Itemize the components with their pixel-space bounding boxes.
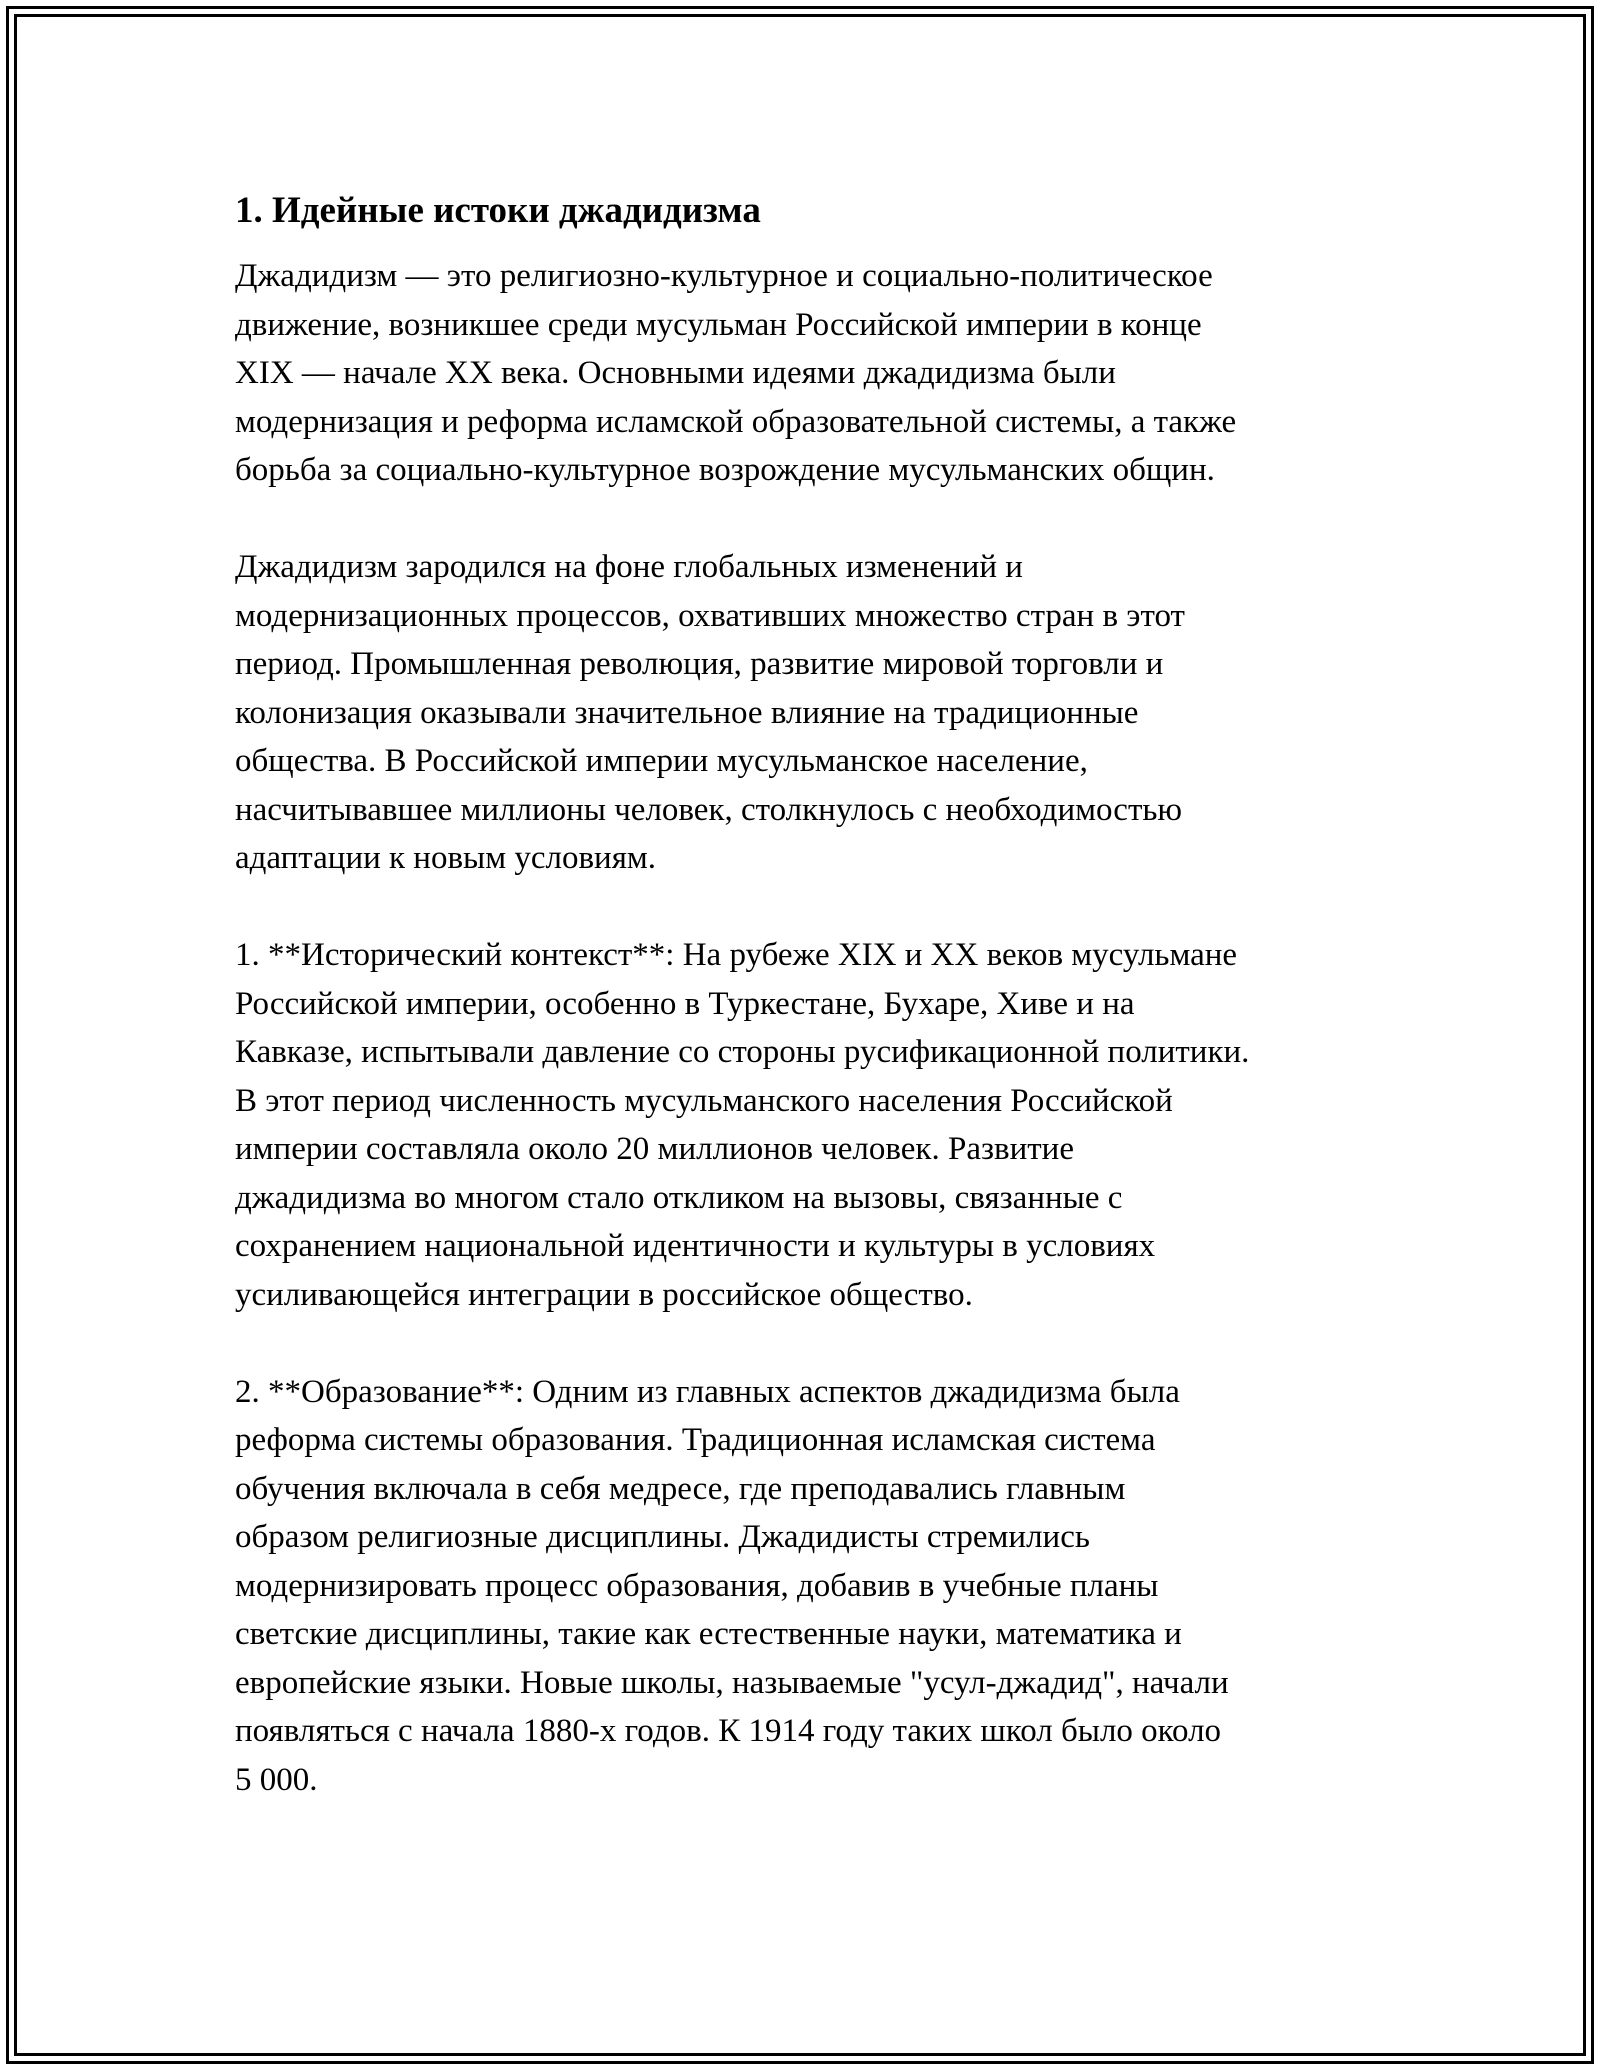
paragraph-historical-context: 1. **Исторический контекст**: На рубеже XIX и XX веков мусульмане Российской империи, особенно в Туркестане, Бухаре, Хиве и на Кавказе, испытывали давление со стороны русификационной политики. В этот период численность мусульманского населения Российской империи составляла около 20 миллионов человек. Развитие джадидизма во многом стало откликом на вызовы, связанные с сохранением национальной идентичности и культуры в условиях усиливающейся интеграции в российское общество. [235, 937, 1250, 1313]
paragraph-education: 2. **Образование**: Одним из главных аспектов джадидизма была реформа системы образования. Традиционная исламская система обучения включала в себя медресе, где преподавались главным образом религиозные дисциплины. Джадидисты стремились модернизировать процесс образования, добавив в учебные планы светские дисциплины, такие как естественные науки, математика и европейские языки. Новые школы, называемые "усул-джадид", начали появляться с начала 1880-х годов. К 1914 году таких школ было около 5 000. [235, 1373, 1229, 1798]
paragraph-background: Джадидизм зародился на фоне глобальных изменений и модернизационных процессов, охвативших множество стран в этот период. Промышленная революция, развитие мировой торговли и колонизация оказывали значительное влияние на традиционные общества. В Российской империи мусульманское население, насчитывавшее миллионы человек, столкнулось с необходимостью адаптации к новым условиям. [235, 549, 1185, 876]
section-heading: 1. Идейные истоки джадидизма [235, 190, 761, 231]
paragraph-intro: Джадидизм — это религиозно-культурное и социально-политическое движение, возникшее среди мусульман Российской империи в конце XIX — начале XX века. Основными идеями джадидизма были модернизация и реформа исламской образовательной системы, а также борьба за социально-культурное возрождение мусульманских общин. [235, 258, 1237, 488]
document-page [235, 186, 1385, 1853]
